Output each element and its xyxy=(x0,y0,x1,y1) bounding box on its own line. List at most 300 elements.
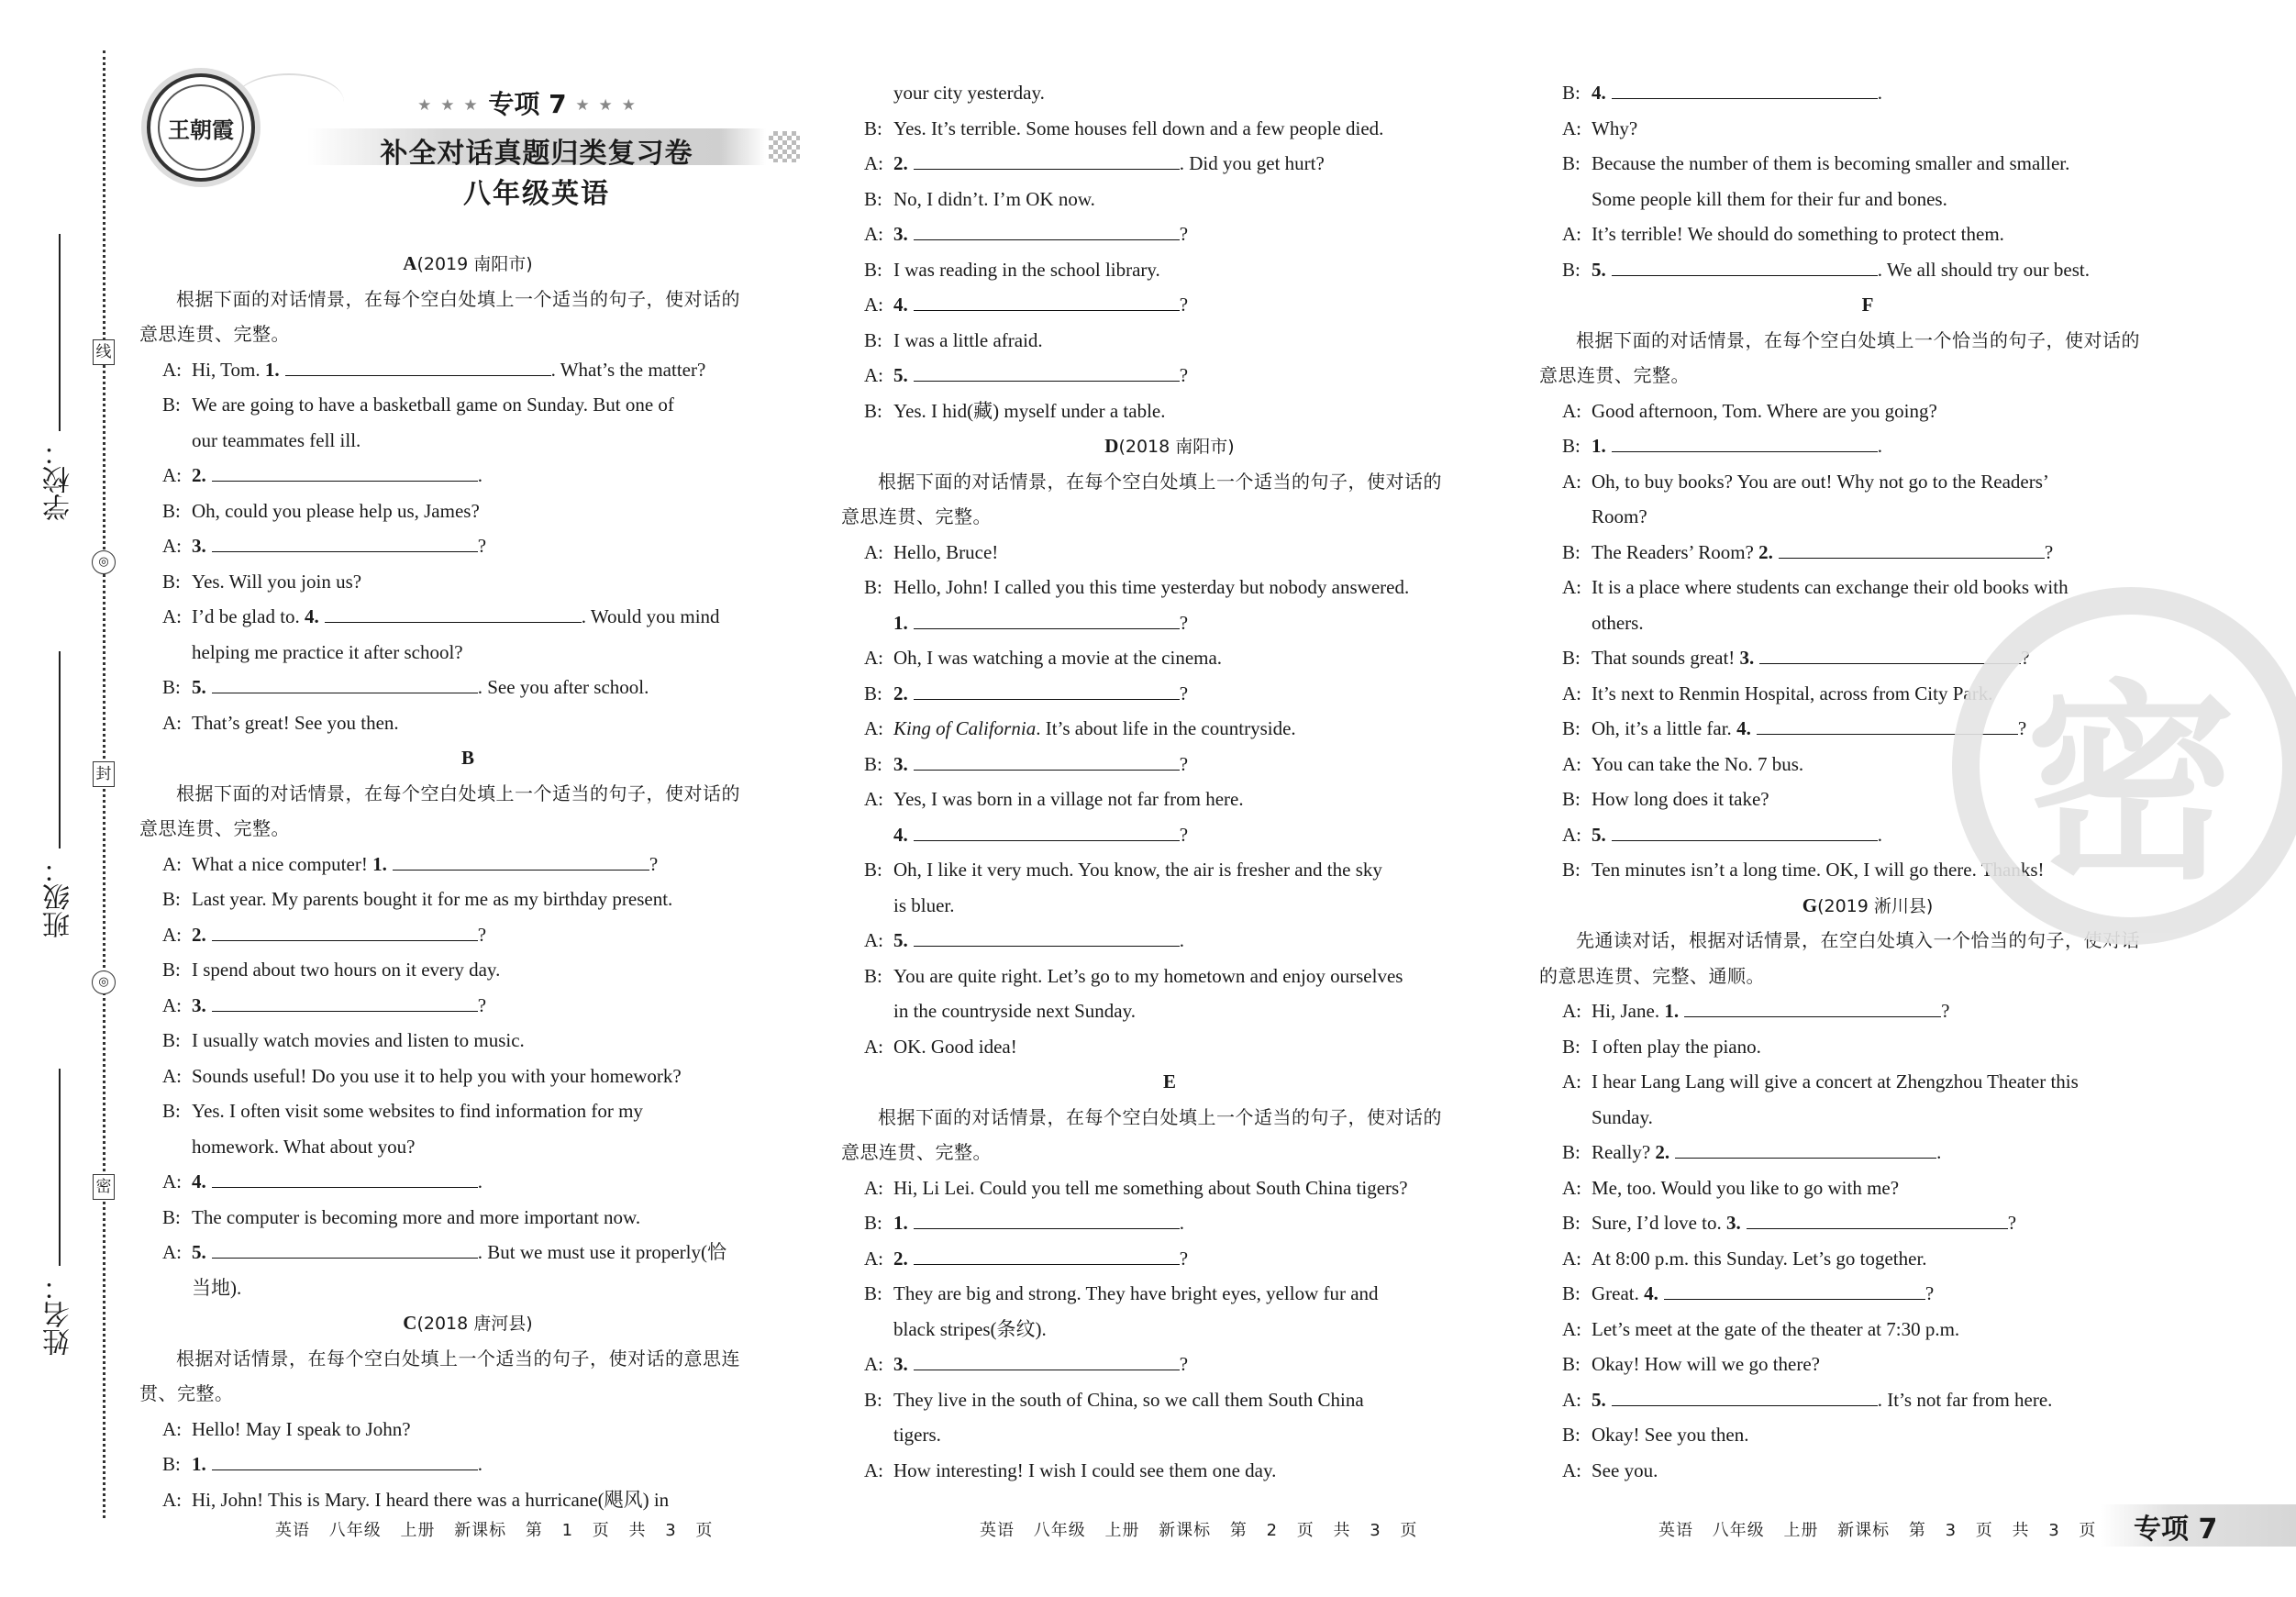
blank-number: 2. xyxy=(893,1247,908,1270)
dialogue-text: At 8:00 p.m. this Sunday. Let’s go together. xyxy=(1592,1247,1927,1270)
blank-number: 5. xyxy=(1592,258,1606,281)
blank-number: 2. xyxy=(192,464,206,486)
answer-blank[interactable] xyxy=(914,769,1180,771)
answer-blank[interactable] xyxy=(1612,274,1878,276)
speaker-label: B: xyxy=(162,959,181,981)
dialogue-line xyxy=(139,1235,796,1270)
dialogue-text: your city yesterday. xyxy=(893,82,1045,104)
dialogue-line xyxy=(841,1029,1498,1065)
dialogue-text-after: ? xyxy=(2044,540,2054,563)
blank-number: 1. xyxy=(192,1453,206,1475)
answer-blank[interactable] xyxy=(914,945,1180,947)
dialogue-text-after: . It’s not far from here. xyxy=(1877,1388,2053,1411)
dialogue-line xyxy=(841,1205,1498,1241)
dialogue-text: Sounds useful! Do you use it to help you with your homework? xyxy=(192,1064,682,1087)
dialogue-text-after: ? xyxy=(649,852,659,875)
dialogue-line xyxy=(139,528,796,564)
binding-circle-icon: ◎ xyxy=(92,550,116,574)
dialogue-text: Oh, to buy books? You are out! Why not go to the Readers’ xyxy=(1592,470,2049,493)
dialogue-line xyxy=(841,923,1498,959)
dialogue-text-after: . xyxy=(1877,823,1882,846)
dialogue-text: You are quite right. Let’s go to my hometown and enjoy ourselves xyxy=(893,964,1403,987)
dialogue-text: I usually watch movies and listen to music. xyxy=(192,1029,525,1051)
dialogue-line xyxy=(139,847,796,882)
answer-blank[interactable] xyxy=(914,1263,1180,1265)
dialogue-text: They are big and strong. They have bright eyes, yellow fur and xyxy=(893,1282,1379,1304)
dialogue-text: . It’s about life in the countryside. xyxy=(1036,717,1296,739)
answer-blank[interactable] xyxy=(1684,1015,1941,1017)
dialogue-line xyxy=(841,959,1498,994)
answer-blank[interactable] xyxy=(1675,1157,1936,1159)
answer-blank[interactable] xyxy=(1664,1298,1925,1300)
dialogue-text-after: ? xyxy=(1924,1282,1935,1304)
dialogue-line xyxy=(139,599,796,635)
speaker-label: B: xyxy=(1562,540,1581,563)
dialogue-text-after: ? xyxy=(1179,1353,1189,1375)
dialogue-line xyxy=(841,640,1498,676)
dialogue-line xyxy=(841,252,1498,288)
answer-blank[interactable] xyxy=(393,869,649,871)
speaker-label: A: xyxy=(1562,399,1581,422)
name-field-label: 姓名： xyxy=(43,1273,75,1356)
dialogue-text: Ten minutes isn’t a long time. OK, I will go there. Thanks! xyxy=(1592,859,2045,881)
speaker-label: B: xyxy=(162,499,181,522)
blank-number: 1. xyxy=(372,852,387,875)
dialogue-line xyxy=(1539,146,2196,182)
dialogue-line xyxy=(139,705,796,741)
binding-char-mi: 密 xyxy=(93,1174,115,1200)
speaker-label: B: xyxy=(864,964,882,987)
dialogue-text: tigers. xyxy=(893,1424,941,1446)
dialogue-line xyxy=(1539,1100,2196,1136)
dialogue-line xyxy=(139,917,796,953)
dialogue-line xyxy=(1539,1170,2196,1206)
school-field[interactable] xyxy=(37,234,83,521)
dialogue-line xyxy=(139,564,796,600)
speaker-label: A: xyxy=(864,717,883,739)
blank-number: 1. xyxy=(893,1212,908,1234)
blank-number: 1. xyxy=(1592,435,1606,457)
dialogue-text: helping me practice it after school? xyxy=(192,640,463,663)
dialogue-line xyxy=(841,1276,1498,1312)
instruction-text: 的意思连贯、完整、通顺。 xyxy=(1539,964,1765,987)
blank-number: 2. xyxy=(893,152,908,174)
dialogue-line xyxy=(1539,782,2196,817)
dialogue-line xyxy=(841,146,1498,182)
dialogue-text: Okay! How will we go there? xyxy=(1592,1353,1821,1375)
dialogue-line xyxy=(841,817,1498,853)
dialogue-line xyxy=(841,394,1498,429)
dialogue-line xyxy=(841,111,1498,147)
instruction-text: 根据下面的对话情景，在每个空白处填上一个适当的句子，使对话的 xyxy=(176,782,740,804)
speaker-label: A: xyxy=(864,788,883,810)
speaker-label: A: xyxy=(162,1488,182,1511)
dialogue-text: What a nice computer! xyxy=(192,852,373,875)
answer-blank[interactable] xyxy=(325,621,582,623)
speaker-label: B: xyxy=(864,1212,882,1234)
dialogue-line xyxy=(1539,676,2196,712)
dialogue-line xyxy=(1539,464,2196,500)
dialogue-text-after: ? xyxy=(2007,1212,2017,1234)
speaker-label: B: xyxy=(162,1100,181,1122)
dialogue-text-after: ? xyxy=(1179,823,1189,846)
dialogue-text: That sounds great! xyxy=(1592,647,1740,669)
dialogue-line xyxy=(139,670,796,705)
dialogue-text: Yes. I hid(藏) myself under a table. xyxy=(893,399,1166,422)
column-1 xyxy=(139,246,796,1517)
dialogue-text: Because the number of them is becoming smaller and smaller. xyxy=(1592,152,2070,174)
dialogue-text: Yes. It’s terrible. Some houses fell down and a few people died. xyxy=(893,116,1384,139)
speaker-label: B: xyxy=(1562,859,1581,881)
dialogue-line xyxy=(1539,993,2196,1029)
dialogue-text-after: . xyxy=(1179,929,1184,951)
binding-char-feng: 封 xyxy=(93,761,115,787)
dialogue-line xyxy=(1539,252,2196,288)
answer-blank[interactable] xyxy=(914,238,1180,240)
answer-blank[interactable] xyxy=(914,1369,1180,1370)
dialogue-line xyxy=(139,423,796,459)
speaker-label: A: xyxy=(864,647,883,669)
dialogue-line xyxy=(841,993,1498,1029)
dialogue-line xyxy=(841,182,1498,217)
answer-blank[interactable] xyxy=(212,1186,478,1188)
section-letter: B xyxy=(460,747,474,769)
speaker-label: B: xyxy=(864,328,882,351)
dialogue-line xyxy=(1539,1453,2196,1489)
dialogue-text: Oh, it’s a little far. xyxy=(1592,717,1737,739)
blank-number: 3. xyxy=(192,993,206,1016)
speaker-label: B: xyxy=(1562,1424,1581,1446)
speaker-label: A: xyxy=(1562,823,1581,846)
speaker-label: B: xyxy=(864,859,882,881)
dialogue-line xyxy=(841,287,1498,323)
instruction-text: 先通读对话，根据对话情景，在空白处填入一个恰当的句子，使对话 xyxy=(1576,929,2140,951)
dialogue-text-after: . We all should try our best. xyxy=(1877,258,2090,281)
answer-blank[interactable] xyxy=(1779,557,2045,559)
speaker-label: A: xyxy=(162,605,182,627)
dialogue-text: in the countryside next Sunday. xyxy=(893,1000,1137,1022)
speaker-label: B: xyxy=(1562,1353,1581,1375)
dialogue-text-after: ? xyxy=(1179,752,1189,775)
answer-blank[interactable] xyxy=(914,309,1180,311)
blank-number: 3. xyxy=(893,1353,908,1375)
dialogue-line xyxy=(1539,111,2196,147)
dialogue-line xyxy=(139,635,796,671)
dialogue-text: I hear Lang Lang will give a concert at Zhengzhou Theater this xyxy=(1592,1070,2079,1092)
answer-blank[interactable] xyxy=(1757,733,2018,735)
dialogue-text: Last year. My parents bought it for me as my birthday present. xyxy=(192,888,673,910)
dialogue-text: others. xyxy=(1592,611,1644,634)
answer-blank[interactable] xyxy=(914,627,1180,629)
answer-blank[interactable] xyxy=(1759,662,2021,664)
dialogue-text: Okay! See you then. xyxy=(1592,1424,1749,1446)
dialogue-line xyxy=(1539,216,2196,252)
dialogue-text-after: ? xyxy=(1179,1247,1189,1270)
answer-blank[interactable] xyxy=(914,380,1180,382)
page-title: 补全对话真题归类复习卷 xyxy=(380,138,693,170)
dialogue-text: It’s next to Renmin Hospital, across from City Park. xyxy=(1592,682,1993,704)
blank-number: 2. xyxy=(1655,1141,1670,1163)
speaker-label: A: xyxy=(864,294,883,316)
speaker-label: A: xyxy=(162,1170,182,1192)
answer-blank[interactable] xyxy=(285,374,551,376)
speaker-label: A: xyxy=(1562,1070,1581,1092)
dialogue-text-after: ? xyxy=(1179,364,1189,386)
blank-number: 1. xyxy=(1664,1000,1680,1022)
speaker-label: B: xyxy=(162,888,181,910)
speaker-label: B: xyxy=(1562,1282,1581,1304)
blank-number: 3. xyxy=(1725,1212,1741,1234)
speaker-label: B: xyxy=(864,1282,882,1304)
dialogue-line xyxy=(139,882,796,917)
dialogue-text-after: ? xyxy=(1179,294,1189,316)
speaker-label: B: xyxy=(1562,435,1581,457)
dialogue-text: I was reading in the school library. xyxy=(893,258,1160,281)
section-letter: G xyxy=(1802,893,1818,916)
answer-blank[interactable] xyxy=(212,480,478,482)
dialogue-text: Really? xyxy=(1592,1141,1656,1163)
speaker-label: A: xyxy=(162,464,182,486)
badge-label: 专项 7 xyxy=(488,89,567,119)
class-field-line xyxy=(59,651,61,848)
speaker-label: B: xyxy=(1562,647,1581,669)
speaker-label: B: xyxy=(1562,788,1581,810)
dialogue-text: Hi, Li Lei. Could you tell me something about South China tigers? xyxy=(893,1176,1408,1199)
dialogue-line xyxy=(841,1382,1498,1418)
blank-number: 5. xyxy=(192,1241,206,1263)
speaker-label: B: xyxy=(864,682,882,704)
instruction-text: 根据下面的对话情景，在每个空白处填上一个适当的句子，使对话的 xyxy=(176,287,740,310)
dialogue-line xyxy=(139,1200,796,1236)
dialogue-text: Sure, I’d love to. xyxy=(1592,1212,1726,1234)
speaker-label: B: xyxy=(1562,1035,1581,1058)
blank-number: 5. xyxy=(893,364,908,386)
section-source: (2019 淅川县) xyxy=(1817,895,1934,916)
dialogue-text: Hi, John! This is Mary. I heard there was a hurricane(飓风) in xyxy=(192,1488,670,1511)
dialogue-line xyxy=(841,358,1498,394)
dialogue-text: I spend about two hours on it every day. xyxy=(192,959,501,981)
blank-number: 5. xyxy=(893,929,908,951)
dialogue-line xyxy=(1539,1312,2196,1347)
dialogue-line xyxy=(841,75,1498,111)
answer-blank[interactable] xyxy=(212,550,478,552)
dialogue-line xyxy=(1539,570,2196,605)
binding-char-xian: 线 xyxy=(93,339,115,365)
answer-blank[interactable] xyxy=(212,692,478,693)
blank-number: 3. xyxy=(893,223,908,245)
page-subtitle: 八年级英语 xyxy=(463,178,610,210)
dialogue-text-after: . xyxy=(1877,82,1882,104)
dialogue-text: Hello, Bruce! xyxy=(893,540,999,563)
answer-blank[interactable] xyxy=(1612,1404,1878,1406)
answer-blank[interactable] xyxy=(212,1469,478,1470)
blank-number: 2. xyxy=(893,682,908,704)
dialogue-line xyxy=(139,952,796,988)
blank-number: 5. xyxy=(1592,823,1606,846)
dialogue-line xyxy=(139,1447,796,1482)
speaker-label: B: xyxy=(864,752,882,775)
dialogue-text: Yes. I often visit some websites to find information for my xyxy=(192,1100,643,1122)
instruction-text: 根据下面的对话情景，在每个空白处填上一个恰当的句子，使对话的 xyxy=(1576,328,2140,351)
dialogue-text-after: . xyxy=(477,1453,482,1475)
answer-blank[interactable] xyxy=(914,839,1180,841)
dialogue-text: How interesting! I wish I could see them one day. xyxy=(893,1458,1277,1481)
section-letter: A xyxy=(403,252,417,274)
section-source: (2018 南阳市) xyxy=(1118,437,1235,457)
answer-blank[interactable] xyxy=(1612,97,1878,99)
blank-number: 4. xyxy=(1736,717,1751,739)
speaker-label: A: xyxy=(1562,1458,1581,1481)
blank-number: 4. xyxy=(1644,1282,1658,1304)
dialogue-text: That’s great! See you then. xyxy=(192,711,399,734)
speaker-label: A: xyxy=(864,152,883,174)
dialogue-text-after: . Would you mind xyxy=(581,605,720,627)
blank-number: 4. xyxy=(1592,82,1606,104)
dialogue-text: They live in the south of China, so we call them South China xyxy=(893,1388,1364,1411)
speaker-label: B: xyxy=(162,1205,181,1228)
speaker-label: B: xyxy=(1562,1212,1581,1234)
speaker-label: A: xyxy=(1562,1176,1581,1199)
section-heading xyxy=(1539,287,2196,323)
answer-blank[interactable] xyxy=(212,939,478,941)
dialogue-text-after: ? xyxy=(1941,1000,1950,1022)
dialogue-line xyxy=(841,1312,1498,1347)
dialogue-text: 当地). xyxy=(192,1276,242,1299)
dialogue-text: Some people kill them for their fur and bones. xyxy=(1592,187,1947,210)
name-field[interactable] xyxy=(37,1069,83,1356)
dialogue-text-after: ? xyxy=(1179,611,1189,634)
column-2 xyxy=(841,75,1498,1488)
dialogue-line xyxy=(139,1164,796,1200)
section-letter: C xyxy=(403,1312,417,1334)
dialogue-text: No, I didn’t. I’m OK now. xyxy=(893,187,1095,210)
name-field-line xyxy=(59,1069,61,1266)
answer-blank[interactable] xyxy=(914,1227,1180,1229)
dialogue-text-after: ? xyxy=(1179,223,1189,245)
dialogue-text: Let’s meet at the gate of the theater at 7:30 p.m. xyxy=(1592,1317,1960,1340)
dialogue-line xyxy=(1539,1205,2196,1241)
dialogue-text: our teammates fell ill. xyxy=(192,428,361,451)
blank-number: 2. xyxy=(1758,540,1773,563)
class-field-label: 班级： xyxy=(43,856,75,938)
answer-blank[interactable] xyxy=(914,168,1180,170)
speaker-label: A: xyxy=(162,852,182,875)
topic-badge xyxy=(417,84,638,121)
speaker-label: A: xyxy=(1562,1000,1581,1022)
instruction-text: 意思连贯、完整。 xyxy=(841,1141,992,1163)
answer-blank[interactable] xyxy=(1612,839,1878,841)
speaker-label: A: xyxy=(1562,223,1581,245)
dialogue-line xyxy=(139,1482,796,1518)
checker-decoration xyxy=(769,131,800,162)
speaker-label: A: xyxy=(864,223,883,245)
school-field-label: 学校： xyxy=(43,438,75,521)
speaker-label: A: xyxy=(1562,1388,1581,1411)
speaker-label: B: xyxy=(1562,717,1581,739)
dialogue-text: Good afternoon, Tom. Where are you going? xyxy=(1592,399,1937,422)
footer-page-3: 英语 八年级 上册 新课标 第 3 页 共 3 页 xyxy=(1658,1521,2097,1540)
dialogue-line xyxy=(139,387,796,423)
dialogue-text: I was a little afraid. xyxy=(893,328,1043,351)
answer-blank[interactable] xyxy=(1747,1227,2008,1229)
footer-page-2: 英语 八年级 上册 新课标 第 2 页 共 3 页 xyxy=(980,1521,1418,1540)
section-letter: D xyxy=(1104,435,1119,457)
answer-blank[interactable] xyxy=(212,1010,478,1012)
speaker-label: A: xyxy=(162,1064,182,1087)
dialogue-line xyxy=(139,1412,796,1447)
blank-number: 1. xyxy=(893,611,908,634)
section-letter: F xyxy=(1861,294,1874,316)
section-heading xyxy=(1539,888,2196,924)
binding-circle-icon: ◎ xyxy=(92,970,116,994)
speaker-label: A: xyxy=(1562,682,1581,704)
speaker-label: B: xyxy=(162,676,181,698)
instruction-text: 意思连贯、完整。 xyxy=(841,505,992,527)
section-heading xyxy=(841,428,1498,464)
speaker-label: A: xyxy=(1562,752,1581,775)
speaker-label: B: xyxy=(864,116,882,139)
dialogue-text-after: . xyxy=(1877,435,1882,457)
dialogue-text: How long does it take? xyxy=(1592,788,1769,810)
dialogue-line xyxy=(841,676,1498,712)
dialogue-text-after: . xyxy=(477,1170,482,1192)
speaker-label: A: xyxy=(162,711,182,734)
section-heading xyxy=(139,740,796,776)
dialogue-text: I often play the piano. xyxy=(1592,1035,1761,1058)
blank-number: 3. xyxy=(192,535,206,557)
dialogue-text: It’s terrible! We should do something to protect them. xyxy=(1592,223,2004,245)
dialogue-text: black stripes(条纹). xyxy=(893,1317,1047,1340)
dialogue-text-after: . See you after school. xyxy=(477,676,649,698)
speaker-label: A: xyxy=(864,1176,883,1199)
dialogue-text: Great. xyxy=(1592,1282,1645,1304)
dialogue-line xyxy=(139,1059,796,1094)
blank-number: 5. xyxy=(192,676,206,698)
dialogue-line xyxy=(139,494,796,529)
dialogue-line xyxy=(139,352,796,388)
dialogue-text-after: . But we must use it properly(恰 xyxy=(477,1241,727,1263)
dialogue-line xyxy=(1539,1382,2196,1418)
badge-stars-right: ★ ★ ★ xyxy=(575,96,638,115)
italic-title: King of California xyxy=(893,717,1037,739)
dialogue-line xyxy=(1539,535,2196,571)
speaker-label: B: xyxy=(1562,1141,1581,1163)
dialogue-line xyxy=(1539,640,2196,676)
dialogue-text: I’d be glad to. xyxy=(192,605,305,627)
answer-blank[interactable] xyxy=(1612,450,1878,452)
dialogue-text-after: . Did you get hurt? xyxy=(1179,152,1325,174)
dialogue-text-after: ? xyxy=(2017,717,2027,739)
dialogue-line xyxy=(1539,1064,2196,1100)
section-source: (2018 唐河县) xyxy=(416,1314,533,1334)
dialogue-line xyxy=(1539,182,2196,217)
dialogue-line xyxy=(841,535,1498,571)
dialogue-line xyxy=(841,1170,1498,1206)
speaker-label: A: xyxy=(162,1417,182,1440)
speaker-label: A: xyxy=(864,1458,883,1481)
answer-blank[interactable] xyxy=(914,698,1180,700)
instruction-text: 意思连贯、完整。 xyxy=(139,817,290,839)
class-field[interactable] xyxy=(37,651,83,938)
speaker-label: A: xyxy=(162,535,182,557)
dialogue-text: Hello, John! I called you this time yesterday but nobody answered. xyxy=(893,576,1410,598)
answer-blank[interactable] xyxy=(212,1257,478,1259)
speaker-label: A: xyxy=(1562,576,1581,598)
dialogue-line xyxy=(1539,852,2196,888)
dialogue-text: It is a place where students can exchange their old books with xyxy=(1592,576,2069,598)
speaker-label: A: xyxy=(864,540,883,563)
dialogue-text: OK. Good idea! xyxy=(893,1035,1017,1058)
